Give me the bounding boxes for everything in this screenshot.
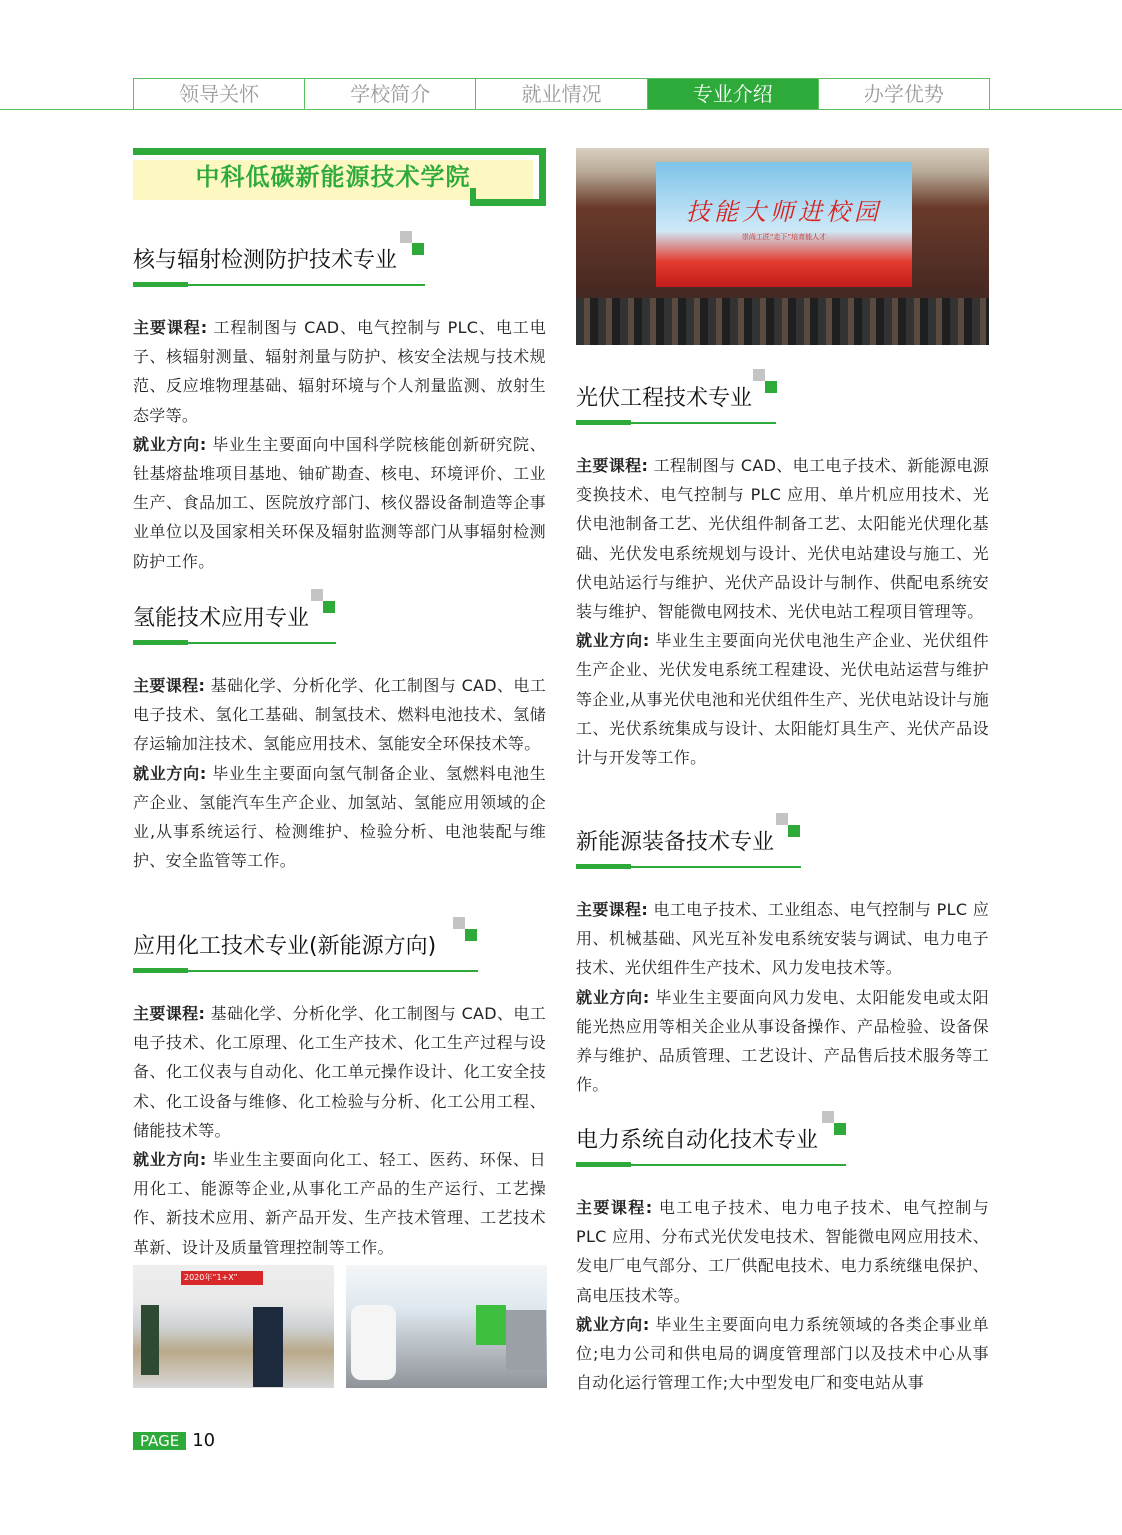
section-title: 核与辐射检测防护技术专业 bbox=[133, 248, 398, 273]
course-text: 工程制图与 CAD、电气控制与 PLC、电工电子、核辐射测量、辐射剂量与防护、核安全法规与技术规范、反应堆物理基础、辐射环境与个人剂量监测、放射生态学等。 bbox=[133, 318, 546, 425]
job-label: 就业方向: bbox=[133, 434, 207, 454]
course-label: 主要课程: bbox=[576, 456, 649, 475]
job-label: 就业方向: bbox=[576, 631, 650, 651]
nav-tab-employment[interactable]: 就业情况 bbox=[476, 79, 647, 110]
job-text: 毕业生主要面向光伏电池生产企业、光伏组件生产企业、光伏发电系统工程建设、光伏电站运营与维护等企业,从事光伏电池和光伏组件生产、光伏电站设计与施工、光伏系统集成与设计、太阳能灯具生产、光伏产品设计与开发等工作。 bbox=[576, 631, 989, 768]
nav-tab-majors[interactable]: 专业介绍 bbox=[648, 79, 819, 110]
section-title: 光伏工程技术专业 bbox=[576, 386, 753, 411]
job-text: 毕业生主要面向电力系统领域的各类企事业单位;电力公司和供电局的调度管理部门以及技术中心从事自动化运行管理工作;大中型发电厂和变电站从事 bbox=[576, 1314, 989, 1393]
section-nuclear-radiation bbox=[133, 231, 546, 576]
course-label: 主要课程: bbox=[576, 1198, 653, 1217]
photo-students-practice bbox=[346, 1265, 547, 1388]
job-text: 毕业生主要面向中国科学院核能创新研究院、钍基熔盐堆项目基地、铀矿勘查、核电、环境评价、工业生产、食品加工、医院放疗部门、核仪器设备制造等企事业单位以及国家相关环保及辐射监测等部门从事辐射检测防护工作。 bbox=[133, 434, 546, 571]
section-title: 新能源装备技术专业 bbox=[576, 830, 775, 855]
page-footer bbox=[133, 1430, 215, 1451]
course-text: 电工电子技术、电力电子技术、电气控制与 PLC 应用、分布式光伏发电技术、智能微电网应用技术、发电厂电气部分、工厂供配电技术、电力系统继电保护、高电压技术等。 bbox=[576, 1198, 990, 1305]
college-title-box bbox=[133, 148, 546, 206]
college-title: 中科低碳新能源技术学院 bbox=[195, 163, 471, 191]
course-label: 主要课程: bbox=[133, 1004, 206, 1023]
job-text: 毕业生主要面向风力发电、太阳能发电或太阳能光热应用等相关企业从事设备操作、产品检验、设备保养与维护、品质管理、工艺设计、产品售后技术服务等工作。 bbox=[576, 987, 989, 1095]
section-hydrogen bbox=[133, 589, 546, 875]
course-label: 主要课程: bbox=[576, 900, 649, 919]
course-text: 基础化学、分析化学、化工制图与 CAD、电工电子技术、氢化工基础、制氢技术、燃料电池技术、氢储存运输加注技术、氢能应用技术、氢能安全环保技术等。 bbox=[133, 676, 546, 754]
job-label: 就业方向: bbox=[576, 1314, 650, 1334]
section-title: 电力系统自动化技术专业 bbox=[576, 1128, 819, 1153]
job-text: 毕业生主要面向氢气制备企业、氢燃料电池生产企业、氢能汽车生产企业、加氢站、氢能应用领域的企业,从事系统运行、检测维护、检验分析、电池装配与维护、安全监管等工作。 bbox=[133, 763, 546, 871]
job-label: 就业方向: bbox=[133, 763, 207, 783]
top-nav bbox=[133, 78, 990, 110]
lab-banner: 2020年“1+X” bbox=[181, 1271, 263, 1285]
job-label: 就业方向: bbox=[576, 987, 650, 1007]
course-label: 主要课程: bbox=[133, 318, 208, 337]
page-label: PAGE bbox=[133, 1432, 186, 1450]
course-text: 电工电子技术、工业组态、电气控制与 PLC 应用、机械基础、风光互补发电系统安装与调试、电力电子技术、光伏组件生产技术、风力发电技术等。 bbox=[576, 900, 990, 978]
section-applied-chemical bbox=[133, 917, 546, 1262]
section-photovoltaic bbox=[576, 369, 989, 772]
photo-training-lab bbox=[133, 1265, 334, 1388]
section-title: 应用化工技术专业(新能源方向) bbox=[133, 934, 437, 959]
course-text: 工程制图与 CAD、电工电子技术、新能源电源变换技术、电气控制与 PLC 应用、单片机应用技术、光伏电池制备工艺、光伏组件制备工艺、太阳能光伏理化基础、光伏发电系统规划与设计、光伏电站建设与施工、光伏电站运行与维护、光伏产品设计与制作、供配电系统安装与维护、智能微电网技术、光伏电站工程项目管理等。 bbox=[576, 456, 989, 622]
photo-skill-master-event bbox=[576, 148, 989, 345]
nav-tab-leaders[interactable]: 领导关怀 bbox=[134, 79, 305, 110]
job-label: 就业方向: bbox=[133, 1150, 207, 1170]
banner-subtitle: 崇尚工匠“走下”培育能人才 bbox=[741, 233, 827, 241]
section-power-automation bbox=[576, 1111, 989, 1397]
page-number: 10 bbox=[192, 1430, 216, 1451]
nav-tab-advantages[interactable]: 办学优势 bbox=[863, 82, 944, 106]
banner-title: 技能大师进校园 bbox=[686, 198, 882, 226]
course-text: 基础化学、分析化学、化工制图与 CAD、电工电子技术、化工原理、化工生产技术、化工生产过程与设备、化工仪表与自动化、化工单元操作设计、化工安全技术、化工设备与维修、化工检验与分析、化工公用工程、储能技术等。 bbox=[133, 1004, 546, 1140]
section-title: 氢能技术应用专业 bbox=[133, 606, 310, 631]
nav-tab-school-intro[interactable]: 学校简介 bbox=[305, 79, 476, 110]
course-label: 主要课程: bbox=[133, 676, 206, 695]
nav-divider bbox=[0, 109, 1122, 110]
section-new-energy-equipment bbox=[576, 813, 989, 1099]
job-text: 毕业生主要面向化工、轻工、医药、环保、日用化工、能源等企业,从事化工产品的生产运行、工艺操作、新技术应用、新产品开发、生产技术管理、工艺技术革新、设计及质量管理控制等工作。 bbox=[133, 1150, 546, 1257]
